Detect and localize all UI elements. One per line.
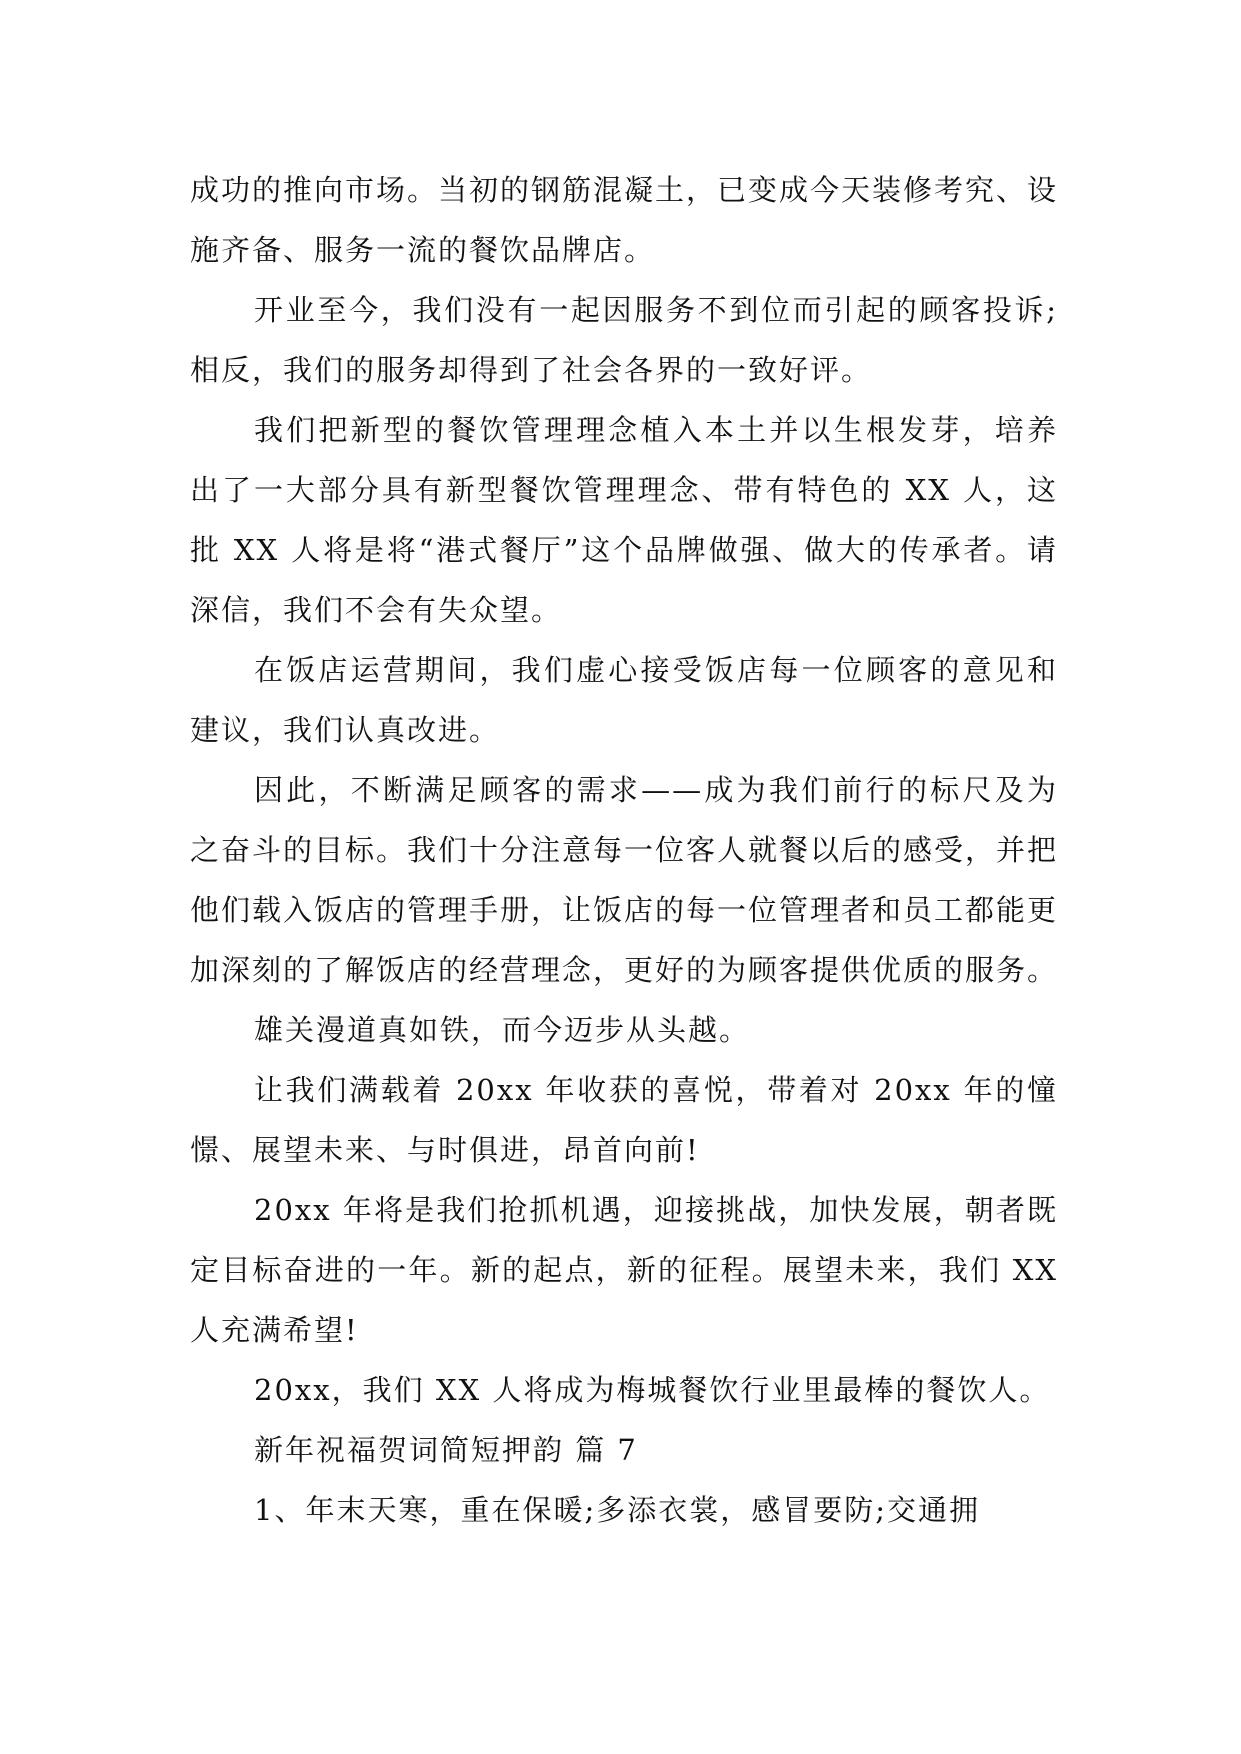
paragraph-9: 20xx，我们 XX 人将成为梅城餐饮行业里最棒的餐饮人。 bbox=[254, 1373, 1051, 1407]
paragraph-5: 因此，不断满足顾客的需求——成为我们前行的标尺及为之奋斗的目标。我们十分注意每一位客人就餐以后的感受，并把他们载入饭店的管理手册，让饭店的每一位管理者和员工都能更加深刻的了解饭店的经营理念，更好的为顾客提供优质的服务。 bbox=[190, 773, 1059, 987]
paragraph-7: 让我们满载着 20xx 年收获的喜悦，带着对 20xx 年的憧憬、展望未来、与时俱进，昂首向前! bbox=[190, 1073, 1058, 1167]
paragraph-3: 我们把新型的餐饮管理理念植入本土并以生根发芽，培养出了一大部分具有新型餐饮管理理念、带有特色的 XX 人，这批 XX 人将是将“港式餐厅”这个品牌做强、做大的传承者。请深信，我们不会有失众望。 bbox=[190, 413, 1058, 627]
section-heading: 新年祝福贺词简短押韵 篇 7 bbox=[254, 1433, 638, 1467]
document-body bbox=[190, 160, 1058, 1540]
paragraph-4: 在饭店运营期间，我们虚心接受饭店每一位顾客的意见和建议，我们认真改进。 bbox=[190, 653, 1058, 747]
paragraph-8: 20xx 年将是我们抢抓机遇，迎接挑战，加快发展，朝者既定目标奋进的一年。新的起点，新的征程。展望未来，我们 XX 人充满希望! bbox=[190, 1193, 1058, 1347]
paragraph-11: 1、年末天寒，重在保暖;多添衣裳，感冒要防;交通拥 bbox=[254, 1493, 980, 1527]
paragraph-2: 开业至今，我们没有一起因服务不到位而引起的顾客投诉;相反，我们的服务却得到了社会各界的一致好评。 bbox=[190, 293, 1058, 387]
paragraph-1: 成功的推向市场。当初的钢筋混凝土，已变成今天装修考究、设施齐备、服务一流的餐饮品牌店。 bbox=[190, 173, 1059, 267]
paragraph-6: 雄关漫道真如铁，而今迈步从头越。 bbox=[254, 1013, 751, 1047]
